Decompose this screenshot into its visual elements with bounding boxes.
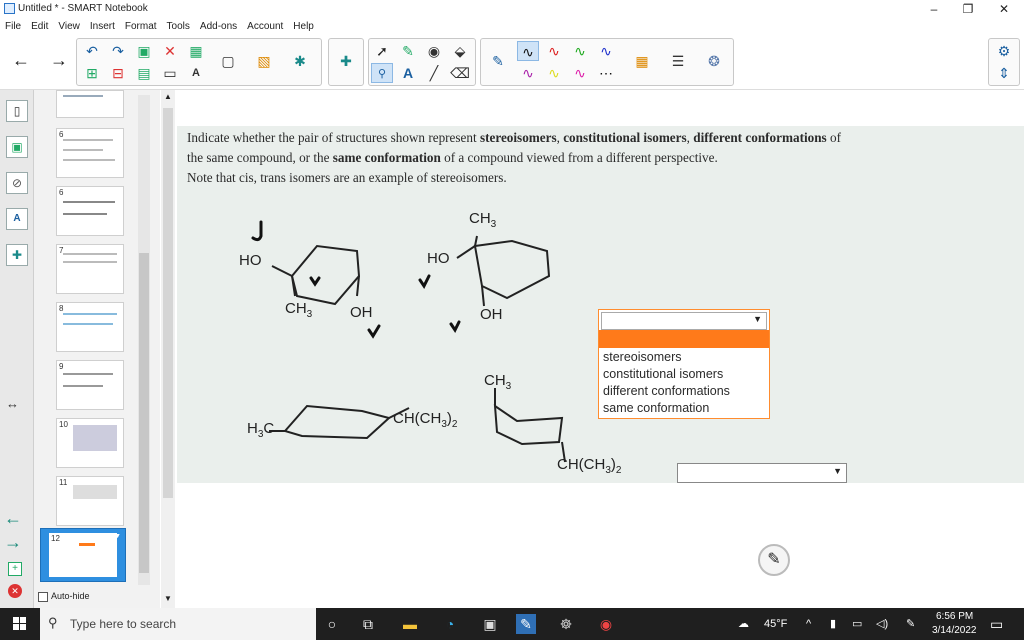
dropdown-field[interactable] [601, 312, 767, 330]
previous-page-icon[interactable]: ← [12, 50, 30, 70]
edge-icon[interactable]: ◔ [445, 616, 455, 632]
task-view-icon[interactable]: ⧉ [363, 616, 373, 632]
answer-dropdown-open[interactable] [598, 309, 770, 419]
clock-date[interactable]: 3/14/2022 [932, 625, 977, 636]
oh-label-2: OH [480, 306, 503, 323]
effects-icon[interactable]: ❂ [708, 53, 720, 69]
delete-icon[interactable]: ✕ [164, 43, 176, 59]
pen-style-purple-icon[interactable]: ∿ [522, 65, 534, 81]
minimize-button[interactable]: – [930, 2, 938, 16]
undo-icon[interactable]: ↶ [86, 43, 98, 59]
option-same-conformation[interactable]: same conformation [603, 401, 710, 415]
notifications-icon[interactable]: ▭ [990, 616, 1004, 632]
paste-icon[interactable]: ▣ [137, 43, 151, 59]
text-icon[interactable]: A [402, 65, 414, 81]
edit-tools-group [76, 38, 322, 86]
pen-style-dotted-icon[interactable]: ⋯ [599, 65, 613, 81]
save-icon[interactable]: ▤ [137, 65, 151, 81]
pen-style-dashed-icon[interactable]: ∿ [574, 65, 586, 81]
window-title: Untitled * - SMART Notebook [18, 3, 148, 14]
store-icon[interactable]: ▣ [483, 616, 497, 632]
table-icon[interactable]: ▦ [189, 43, 203, 59]
addons-group [328, 38, 364, 86]
redo-icon[interactable]: ↷ [112, 43, 124, 59]
close-button[interactable]: ✕ [998, 2, 1010, 16]
question-line-3: Note that cis, trans isomers are an example of stereoisomers. [187, 170, 507, 185]
ho-label-1: HO [239, 252, 262, 269]
isopropyl-label-3: $CH(CH_3)_2$ [393, 410, 458, 430]
add-page-icon[interactable]: ⊞ [86, 65, 98, 81]
pen-style-black-icon[interactable]: ∿ [517, 41, 539, 61]
answer-dropdown-2[interactable] [677, 463, 847, 483]
floating-pen-icon[interactable]: ✎ [758, 544, 790, 576]
scroll-down-icon[interactable]: ▼ [164, 594, 172, 603]
ch3-label-4: $CH_3$ [484, 372, 512, 392]
thumbnail-menu-icon[interactable]: ▼ [114, 533, 121, 540]
taskbar [0, 608, 1024, 640]
volume-icon[interactable]: ◁) [876, 618, 889, 630]
resize-panel-icon[interactable]: ↔ [6, 396, 19, 411]
pen-style-red-icon[interactable]: ∿ [548, 43, 560, 59]
cortana-icon[interactable]: ○ [327, 616, 337, 632]
pen-style-yellow-icon[interactable]: ∿ [548, 65, 560, 81]
option-stereoisomers[interactable]: stereoisomers [603, 350, 682, 364]
draw-tools-group [368, 38, 476, 86]
page-thumbnail[interactable]: 7 [56, 244, 124, 294]
h3c-label-3: $H_3C$ [247, 420, 275, 440]
pen-type-icon[interactable]: ✎ [492, 53, 504, 69]
delete-page-side-icon[interactable]: ✕ [8, 584, 22, 598]
question-line-2: the same compound, or the same conformation of a compound viewed from a different perspective. [187, 150, 718, 165]
settings-group [988, 38, 1020, 86]
fill-icon[interactable]: ⬙ [454, 43, 466, 59]
page-thumbnail[interactable]: 10 [56, 418, 124, 468]
file-explorer-icon[interactable]: ▬ [403, 616, 417, 632]
page-thumbnail[interactable]: 6 [56, 186, 124, 236]
scroll-up-icon[interactable]: ▲ [164, 92, 172, 101]
eraser-icon[interactable]: ⌫ [450, 65, 470, 81]
line-style-icon[interactable]: ☰ [671, 53, 685, 69]
side-tabs [0, 90, 34, 608]
text-format-icon[interactable]: A [192, 67, 200, 79]
weather-temp[interactable]: 45°F [764, 618, 788, 630]
dropdown-arrow-icon[interactable]: ▼ [833, 466, 842, 476]
menu-tools[interactable]: Tools [166, 21, 190, 32]
problem-image [177, 126, 1024, 483]
menu-addons[interactable]: Add-ons [199, 21, 238, 32]
title-bar [0, 0, 1024, 18]
shapes-icon[interactable]: ◉ [427, 43, 441, 59]
search-icon: ⚲ [48, 615, 58, 630]
gallery-icon[interactable]: ▣ [6, 136, 28, 158]
move-toolbar-icon[interactable]: ⇕ [998, 65, 1010, 81]
page-thumbnail[interactable]: 9 [56, 360, 124, 410]
add-page-side-icon[interactable]: + [8, 562, 22, 576]
ch3-label-1: $CH_3$ [285, 300, 313, 320]
ho-label-2: HO [427, 250, 450, 267]
page-thumbnail[interactable]: 11 [56, 476, 124, 526]
pen-icon[interactable]: ✎ [402, 43, 414, 59]
magic-pen-icon[interactable]: ⚲ [371, 63, 393, 83]
page-thumbnail[interactable] [56, 90, 124, 118]
pen-style-green-icon[interactable]: ∿ [574, 43, 586, 59]
puzzle-icon[interactable]: ✚ [340, 53, 352, 69]
oh-label-1: OH [350, 304, 373, 321]
auto-hide-label: Auto-hide [51, 591, 90, 601]
pen-style-blue-icon[interactable]: ∿ [600, 43, 612, 59]
page-thumbnail-current[interactable]: 12 ▼ [40, 528, 126, 582]
next-page-icon[interactable]: → [50, 50, 68, 70]
menu-bar [0, 18, 1024, 36]
pen-styles-group [480, 38, 734, 86]
line-icon[interactable]: ╱ [429, 65, 439, 81]
thumbnail-scrollbar-thumb[interactable] [139, 253, 149, 573]
addons-icon[interactable]: ✚ [6, 244, 28, 266]
page-thumbnail[interactable]: 8 [56, 302, 124, 352]
smart-notebook-taskbar-icon[interactable]: ✎ [516, 614, 536, 634]
option-constitutional-isomers[interactable]: constitutional isomers [603, 367, 724, 381]
windows-start-icon[interactable] [0, 608, 40, 640]
pen-tray-icon[interactable]: ✎ [906, 618, 916, 630]
gear-icon[interactable]: ⚙ [997, 43, 1011, 59]
app-icon[interactable]: ☸ [559, 616, 573, 632]
menu-insert[interactable]: Insert [89, 21, 115, 32]
tray-chevron-icon[interactable]: ^ [806, 618, 812, 630]
delete-page-icon[interactable]: ⊟ [112, 65, 124, 81]
thumbnail-scrollbar[interactable] [138, 95, 150, 585]
option-different-conformations[interactable]: different conformations [603, 384, 730, 398]
microphone-icon[interactable]: ▮ [830, 618, 837, 630]
canvas-scrollbar[interactable] [161, 90, 175, 608]
search-placeholder: Type here to search [70, 617, 177, 631]
chrome-icon[interactable]: ◉ [599, 616, 613, 632]
dropdown-highlight[interactable] [599, 330, 769, 348]
dropdown-arrow-icon[interactable]: ▼ [753, 314, 762, 324]
weather-icon[interactable]: ☁ [738, 618, 749, 630]
document-camera-icon[interactable]: ▧ [257, 53, 271, 69]
select-icon[interactable]: ➚ [376, 43, 388, 59]
toolbar [0, 36, 1024, 90]
menu-account[interactable]: Account [247, 21, 284, 32]
network-icon[interactable]: ▭ [852, 618, 863, 630]
page-sorter-icon[interactable]: ▯ [6, 100, 28, 122]
page-thumbnail[interactable]: 6 [56, 128, 124, 178]
addon-icon[interactable]: ✱ [294, 53, 306, 69]
screen-shade-icon[interactable]: ▢ [221, 53, 235, 69]
menu-view[interactable]: View [58, 21, 80, 32]
auto-hide-checkbox[interactable] [38, 592, 48, 602]
menu-file[interactable]: File [5, 21, 22, 32]
restore-button[interactable]: ❐ [962, 2, 974, 16]
menu-format[interactable]: Format [124, 21, 157, 32]
canvas-scrollbar-thumb[interactable] [163, 108, 173, 498]
taskbar-search[interactable] [40, 608, 316, 640]
ch3-label-2: $CH_3$ [469, 210, 497, 230]
next-page-side-icon[interactable]: → [4, 532, 22, 552]
menu-edit[interactable]: Edit [31, 21, 49, 32]
properties-icon[interactable]: A [6, 208, 28, 230]
isopropyl-label-4: $CH(CH_3)_2$ [557, 456, 622, 476]
question-line-1: Indicate whether the pair of structures shown represent stereoisomers, constitutional isomers, different conformations of [187, 130, 841, 145]
menu-help[interactable]: Help [293, 21, 314, 32]
fullscreen-icon[interactable]: ▭ [163, 65, 177, 81]
smart-notebook-app-icon [4, 3, 15, 14]
color-palette-icon[interactable]: ▦ [635, 53, 649, 69]
attachments-icon[interactable]: ⊘ [6, 172, 28, 194]
clock-time[interactable]: 6:56 PM [936, 611, 974, 622]
prev-page-side-icon[interactable]: ← [4, 508, 22, 528]
